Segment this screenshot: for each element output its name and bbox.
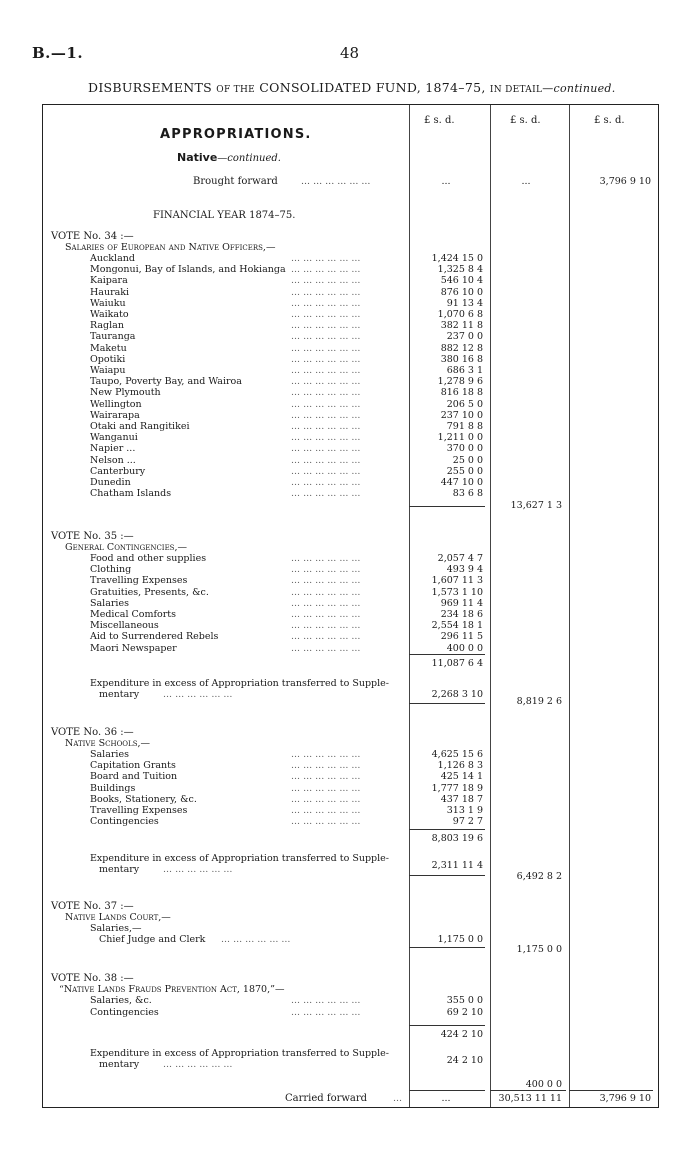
vote36-excess-line2: mentary — [99, 864, 140, 875]
line-item-label: Wellington — [90, 398, 142, 410]
line-item-amount: 296 11 5 — [440, 631, 483, 643]
leader-dots: ... ... ... ... ... ... — [291, 353, 361, 365]
carried-forward-col1: ... — [441, 1093, 451, 1104]
leader-dots: ... ... ... ... ... ... — [291, 816, 361, 828]
leader-dots: ... ... ... ... ... ... — [291, 760, 361, 772]
vote34-subtitle: Salaries of European and Native Officers,— — [65, 242, 276, 253]
line-item-amount: 882 12 8 — [440, 342, 483, 354]
leader-dots: ... ... ... ... ... ... — [291, 342, 361, 354]
leader-dots: ... ... ... ... ... ... — [291, 631, 361, 643]
vote37-item-amount: 1,175 0 0 — [437, 934, 483, 945]
leader-dots: ... ... ... ... ... ... — [291, 995, 361, 1006]
leader-dots: ... ... ... ... ... ... — [291, 465, 361, 477]
line-item-label: Opotiki — [90, 353, 126, 365]
line-item-amount: 876 10 0 — [440, 286, 483, 298]
line-item-amount: 1,573 1 10 — [431, 586, 483, 598]
ledger-table — [42, 104, 659, 1108]
line-item-label: Salaries — [90, 597, 129, 609]
leader-dots: ... ... ... ... ... ... — [291, 297, 361, 309]
line-item-amount: 1,211 0 0 — [437, 432, 483, 444]
vote35-subtitle: General Contingencies,— — [65, 542, 187, 553]
line-item-label: Aid to Surrendered Rebels — [90, 631, 219, 643]
leader-dots: ... ... ... ... ... ... — [291, 264, 361, 276]
leader-dots: ... ... ... ... ... ... — [291, 286, 361, 298]
line-item-amount: 1,424 15 0 — [431, 253, 483, 264]
carried-forward-col2: 30,513 11 11 — [498, 1093, 562, 1104]
leader-dots: ... ... ... ... ... ... — [291, 443, 361, 455]
line-item-amount: 206 5 0 — [446, 398, 483, 410]
vote34-rule — [409, 506, 485, 507]
line-item-amount: 2,554 18 1 — [431, 620, 483, 632]
brought-forward-col2: ... — [521, 176, 531, 187]
vote36-rule — [409, 829, 485, 830]
line-item-amount: 83 6 8 — [452, 488, 483, 500]
vote37-rule — [409, 947, 485, 948]
vote36-total: 6,492 8 2 — [516, 871, 562, 882]
line-item-label: Salaries — [90, 749, 129, 760]
line-item-amount: 400 0 0 — [446, 642, 483, 654]
line-item-label: Otaki and Rangitikei — [90, 421, 190, 432]
line-item-amount: 1,070 6 8 — [437, 309, 483, 320]
leader-dots: ... ... ... ... ... ... — [291, 454, 361, 466]
line-item-amount: 91 13 4 — [446, 297, 483, 309]
line-item-label: Raglan — [90, 320, 124, 332]
vote38-rule2 — [409, 1090, 485, 1091]
vote35-subtotal: 11,087 6 4 — [431, 658, 483, 669]
line-item-label: New Plymouth — [90, 387, 161, 399]
leader-dots: ... ... ... ... ... ... — [291, 320, 361, 332]
line-item-label: Waiuku — [90, 297, 126, 309]
leader-dots: ... ... ... ... ... ... — [291, 749, 361, 760]
line-item-amount: 437 18 7 — [440, 793, 483, 805]
line-item-label: Maori Newspaper — [90, 642, 177, 654]
leader-dots: ... ... ... ... ... ... — [291, 331, 361, 343]
line-item-label: Food and other supplies — [90, 553, 207, 564]
vote38-total-rule — [490, 1090, 566, 1091]
title-in-detail: IN DETAIL — [489, 85, 543, 95]
leader-dots: ... ... ... ... ... ... — [291, 253, 361, 264]
vote38-excess-line1: Expenditure in excess of Appropriation transferred to Supple- — [90, 1048, 389, 1059]
leader-dots: ... ... ... ... ... ... — [291, 597, 361, 609]
line-item-label: Board and Tuition — [90, 771, 178, 783]
line-item-label: Canterbury — [90, 465, 146, 477]
col3-total-rule — [569, 1090, 653, 1091]
line-item-label: Waikato — [90, 309, 129, 320]
vote36-excess-line1: Expenditure in excess of Appropriation transferred to Supple- — [90, 853, 389, 864]
leader-dots: ... ... ... ... ... ... — [291, 488, 361, 500]
title-of-the: OF THE — [216, 85, 256, 95]
line-item-amount: 425 14 1 — [440, 771, 483, 783]
line-item-label: Nelson ... — [90, 454, 136, 466]
line-item-label: Contingencies — [90, 816, 159, 828]
vote36-excess-dots: ... ... ... ... ... ... — [163, 864, 233, 875]
line-item-amount: 969 11 4 — [440, 597, 483, 609]
vote35-total: 8,819 2 6 — [516, 696, 562, 707]
leader-dots: ... ... ... ... ... ... — [291, 642, 361, 654]
line-item-label: Travelling Expenses — [90, 805, 188, 816]
brought-forward-col3: 3,796 9 10 — [599, 176, 651, 187]
line-item-label: Auckland — [90, 253, 135, 264]
column-divider — [569, 105, 570, 1107]
vote35-excess-line1: Expenditure in excess of Appropriation transferred to Supple- — [90, 678, 389, 689]
col1-header: £ s. d. — [424, 115, 455, 126]
line-item-amount: 1,325 8 4 — [437, 264, 483, 276]
leader-dots: ... ... ... ... ... ... — [291, 477, 361, 488]
leader-dots: ... ... ... ... ... ... — [291, 432, 361, 444]
line-item-amount: 447 10 0 — [440, 477, 483, 488]
brought-forward-label: Brought forward — [193, 176, 278, 187]
line-item-label: Hauraki — [90, 286, 130, 298]
line-item-amount: 97 2 7 — [452, 816, 483, 828]
line-item-amount: 1,278 9 6 — [437, 376, 483, 388]
column-divider — [490, 105, 491, 1107]
line-item-amount: 791 8 8 — [446, 421, 483, 432]
line-item-amount: 546 10 4 — [440, 275, 483, 287]
leader-dots: ... ... ... ... ... ... — [291, 782, 361, 794]
vote38-excess-dots: ... ... ... ... ... ... — [163, 1059, 233, 1070]
line-item-amount: 816 18 8 — [440, 387, 483, 399]
leader-dots: ... ... ... ... ... ... — [291, 309, 361, 320]
page-number: 48 — [340, 44, 360, 62]
leader-dots: ... ... ... ... ... ... — [291, 275, 361, 287]
vote36-subtitle: Native Schools,— — [65, 738, 151, 749]
vote37-title: VOTE No. 37 :— — [51, 901, 134, 912]
vote38-subtitle: “Native Lands Frauds Prevention Act, 1870,”— — [59, 984, 285, 995]
vote36-rule2 — [409, 875, 485, 876]
appropriations-heading: APPROPRIATIONS. — [160, 127, 312, 142]
vote35-excess-line2: mentary — [99, 689, 140, 700]
native-label: Native — [177, 151, 218, 164]
line-item-amount: 234 18 6 — [440, 609, 483, 620]
line-item-label: Capitation Grants — [90, 760, 176, 772]
line-item-label: Taupo, Poverty Bay, and Wairoa — [90, 376, 242, 388]
leader-dots: ... ... ... ... ... ... — [291, 376, 361, 388]
line-item-amount: 370 0 0 — [446, 443, 483, 455]
native-heading — [177, 151, 281, 164]
line-item-label: Gratuities, Presents, &c. — [90, 586, 209, 598]
leader-dots: ... ... ... ... ... ... — [291, 609, 361, 620]
leader-dots: ... ... ... ... ... ... — [291, 387, 361, 399]
line-item-amount: 355 0 0 — [446, 995, 483, 1006]
vote36-title: VOTE No. 36 :— — [51, 727, 134, 738]
leader-dots: ... ... ... ... ... ... — [291, 409, 361, 421]
vote38-subtotal: 424 2 10 — [440, 1029, 483, 1040]
line-item-label: Waiapu — [90, 365, 126, 376]
leader-dots: ... ... ... ... ... ... — [291, 771, 361, 783]
line-item-label: Mongonui, Bay of Islands, and Hokianga — [90, 264, 286, 276]
vote35-excess: 2,268 3 10 — [431, 689, 483, 700]
title-continued: —continued. — [542, 82, 616, 95]
leader-dots: ... ... ... ... ... ... — [291, 564, 361, 576]
native-continued: —continued. — [217, 153, 281, 164]
title-main: DISBURSEMENTS — [88, 80, 213, 95]
vote38-title: VOTE No. 38 :— — [51, 973, 134, 984]
line-item-amount: 237 10 0 — [440, 409, 483, 421]
line-item-label: Travelling Expenses — [90, 575, 188, 587]
vote34-total: 13,627 1 3 — [510, 500, 562, 511]
brought-forward-dots: ... ... ... ... ... ... — [301, 176, 371, 187]
line-item-label: Wairarapa — [90, 409, 140, 421]
financial-year-heading: FINANCIAL YEAR 1874–75. — [153, 210, 296, 221]
vote37-item-dots: ... ... ... ... ... ... — [221, 934, 291, 945]
leader-dots: ... ... ... ... ... ... — [291, 421, 361, 432]
leader-dots: ... ... ... ... ... ... — [291, 620, 361, 632]
line-item-label: Kaipara — [90, 275, 128, 287]
carried-forward-dots: ... — [393, 1093, 403, 1104]
line-item-label: Tauranga — [90, 331, 136, 343]
line-item-amount: 255 0 0 — [446, 465, 483, 477]
carried-forward-label: Carried forward — [285, 1093, 368, 1104]
line-item-label: Books, Stationery, &c. — [90, 793, 197, 805]
line-item-amount: 69 2 10 — [446, 1006, 483, 1018]
vote35-rule2 — [409, 703, 485, 704]
leader-dots: ... ... ... ... ... ... — [291, 1006, 361, 1018]
line-item-label: Medical Comforts — [90, 609, 176, 620]
vote34-title: VOTE No. 34 :— — [51, 231, 134, 242]
line-item-amount: 1,607 11 3 — [431, 575, 483, 587]
vote37-subtitle: Native Lands Court,— — [65, 912, 171, 923]
line-item-label: Salaries, &c. — [90, 995, 152, 1006]
vote35-rule — [409, 654, 485, 655]
document-reference: B.—1. — [32, 44, 84, 62]
vote38-excess-line2: mentary — [99, 1059, 140, 1070]
line-item-amount: 380 16 8 — [440, 353, 483, 365]
leader-dots: ... ... ... ... ... ... — [291, 805, 361, 816]
vote35-excess-dots: ... ... ... ... ... ... — [163, 689, 233, 700]
leader-dots: ... ... ... ... ... ... — [291, 398, 361, 410]
leader-dots: ... ... ... ... ... ... — [291, 575, 361, 587]
line-item-amount: 686 3 1 — [446, 365, 483, 376]
leader-dots: ... ... ... ... ... ... — [291, 586, 361, 598]
vote38-total: 400 0 0 — [525, 1079, 562, 1090]
page-title — [88, 80, 616, 95]
vote38-excess: 24 2 10 — [446, 1055, 483, 1066]
brought-forward-col1: ... — [441, 176, 451, 187]
line-item-amount: 493 9 4 — [446, 564, 483, 576]
line-item-label: Chatham Islands — [90, 488, 172, 500]
line-item-amount: 313 1 9 — [446, 805, 483, 816]
line-item-label: Contingencies — [90, 1006, 159, 1018]
line-item-amount: 382 11 8 — [440, 320, 483, 332]
vote35-title: VOTE No. 35 :— — [51, 531, 134, 542]
leader-dots: ... ... ... ... ... ... — [291, 553, 361, 564]
line-item-label: Wanganui — [90, 432, 138, 444]
line-item-amount: 237 0 0 — [446, 331, 483, 343]
col2-header: £ s. d. — [510, 115, 541, 126]
line-item-amount: 1,126 8 3 — [437, 760, 483, 772]
line-item-label: Napier ... — [90, 443, 136, 455]
vote37-item-label: Chief Judge and Clerk — [99, 934, 206, 945]
line-item-label: Dunedin — [90, 477, 131, 488]
line-item-amount: 25 0 0 — [452, 454, 483, 466]
line-item-label: Clothing — [90, 564, 132, 576]
vote38-rule — [409, 1025, 485, 1026]
leader-dots: ... ... ... ... ... ... — [291, 365, 361, 376]
title-fund: CONSOLIDATED FUND, 1874–75, — [259, 80, 486, 95]
vote36-excess: 2,311 11 4 — [431, 860, 483, 871]
vote36-subtotal: 8,803 19 6 — [431, 833, 483, 844]
line-item-amount: 4,625 15 6 — [431, 749, 483, 760]
line-item-label: Miscellaneous — [90, 620, 159, 632]
line-item-amount: 1,777 18 9 — [431, 782, 483, 794]
leader-dots: ... ... ... ... ... ... — [291, 793, 361, 805]
col3-header: £ s. d. — [594, 115, 625, 126]
line-item-label: Buildings — [90, 782, 136, 794]
carried-forward-col3: 3,796 9 10 — [599, 1093, 651, 1104]
vote37-sub2: Salaries,— — [90, 923, 142, 934]
line-item-amount: 2,057 4 7 — [437, 553, 483, 564]
vote37-total: 1,175 0 0 — [516, 944, 562, 955]
line-item-label: Maketu — [90, 342, 127, 354]
